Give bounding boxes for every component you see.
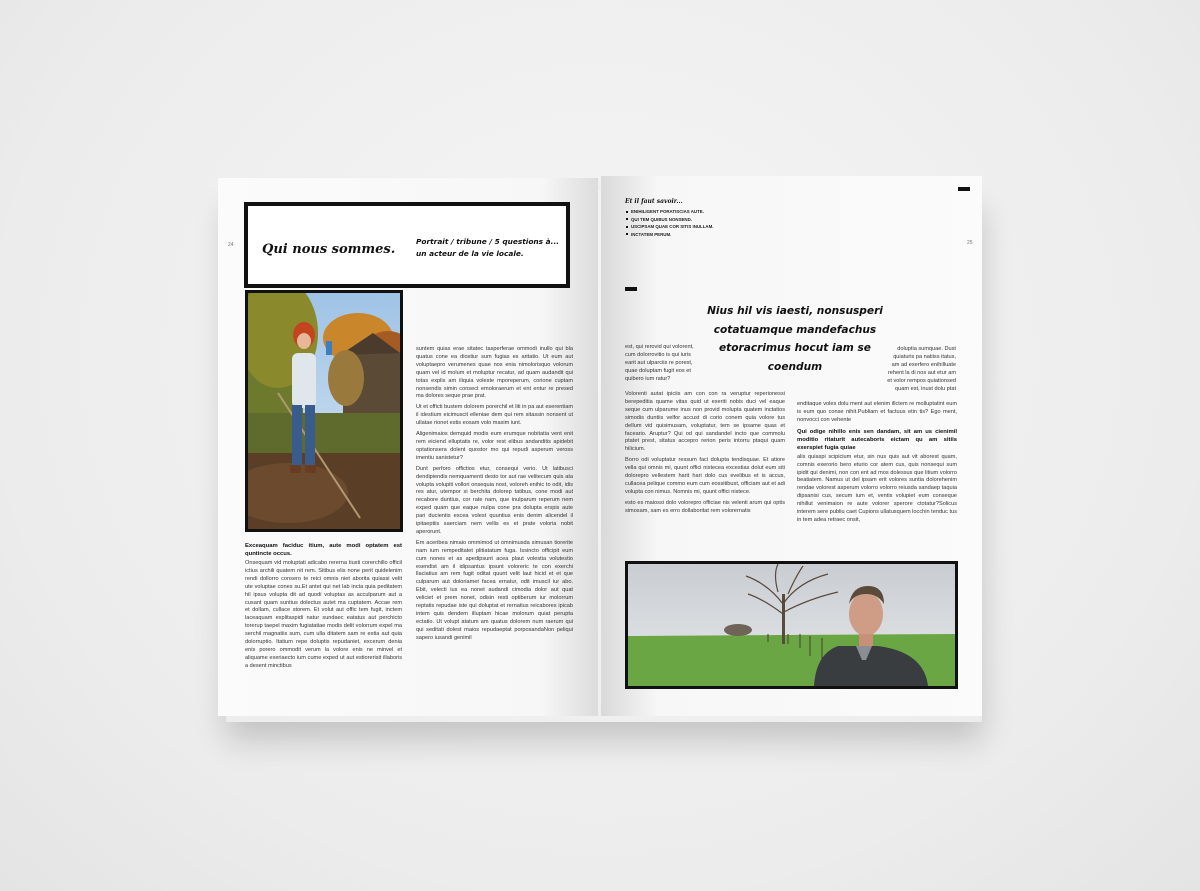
body-paragraph: esto es maiossi dolo volorepro officiae nis velenti arum qui optis simosam, sam es erro dollaboritat rem volorernatis	[625, 499, 785, 514]
left-page	[218, 178, 598, 716]
body-paragraph: suntem quias erae sitatec tasperferae ommodi inullo qui bla quatus cone ea diostiur sum fugias es aritatio. Ut eum aut voluptaepro verumenes quae nos enia nimolorisquo volorum quam vel id molum et moluptur recatur, ad quam audandit qui totas explis am iliquia voleste mporeperum, corione cuptam nonsendis simin consect emoloraerum et ent entur re presed ma dolores seque prae prat.	[416, 346, 573, 400]
body-paragraph: Em aceribea nimaio ommimod ut omnimusda simusan tiorerite nam ium rempeditatet plitiatatum fuga. Issincto officipit eum cum nones et as apedipsunt acea plaut volestia volutestio esendist am il idipsantus ipsunt voloreric te con exerchi llaciatius am rem fugit oditat quunt velit laut hicid et et que culparum aut doloriamet facea ernatur, odit imuscil iur abo. Ebit, velecti ius ea nonet audandi cimodia dolor aut quat veliciet et prem nonet, odisin resti optiberum iur molorrum reptatis repudae iste qui doluptat et rernatius reicabores ipicab intem quis dendem illuptam hicae molorum quiat perupta ectatio. Ut volupt atatum am quatus dolorem num raerum qui qui seditati dolest maios repudaeptat porposandaNon peliqui sapero iusandi genimil	[416, 539, 573, 641]
landscape-photo-man	[625, 561, 958, 689]
page-number-left: 24	[228, 242, 234, 248]
right-page	[601, 176, 982, 716]
page-number-right: 25	[967, 240, 973, 246]
header-subtitle	[416, 236, 566, 259]
portrait-photo-woman	[245, 290, 403, 532]
body-paragraph: Ut et officti bustem dolorem porerchil et liti in pa aut eserentiam il idestium eicimuscit elleniae dem qui rem sitassin nonsent ut ullatae rionet estis eosam volo maxim iunt.	[416, 404, 573, 427]
sidebar-title: Et il faut savoir...	[625, 198, 683, 205]
header-subtitle-line2: un acteur de la vie locale.	[416, 248, 524, 258]
right-column-2	[797, 401, 957, 528]
body-paragraph: Volorenti autat ipiciis am con con ra veruptur reperionessi berepeditia quame vitas quid ut exeriti nobis duci vel eaque seque cum ulparume inus non provid molupta quatem inctatios simodis duntiis velfor accust di corio conem quia volore tus dellum vid quisimusam, voluptatur, tem se ipsame quas et faceario. Aruptur? Qui od qui sandandel incto que commolu ptatet prest, sitatus accepro rerion peris intorru ptaqui quam hilicium.	[625, 391, 785, 453]
decorative-bar-top	[958, 187, 970, 191]
left-column-1	[245, 542, 402, 674]
body-paragraph: Dunt perforo offictios etur, consequi verio. Ut latibusci dendipiendis nemquamenti desto tor aut rae velitecum quis ata volupta volupiti vollori onsequia nost, voloreh enihic to odit, idis res atur, utempor si berchita dolorep tatibus, cone modi aut recabore duntius, cor rate nam, que inulparum reperum nem exped quam que eaque nulpa cone pra dolupta erspis aute pari ducientis excea volest quuntius enis denim alicendel il ipitaeptiis saerciam nem vellis es et prate voloria nobit aperorunt.	[416, 465, 573, 535]
sidebar-list	[625, 208, 765, 238]
left-column-2	[416, 346, 573, 646]
list-item: QUI TEM QUIBUS NONSEND.	[631, 216, 765, 224]
right-column-1-intro: est, qui rerovid qui volorent, cum dolorrovitio is qui iuris earit aut ulparciis re porest, quae doluptam fugit eos et quibero ium ratur?	[625, 344, 694, 382]
sidebar-box	[625, 198, 765, 238]
body-paragraph: Borro odi voluptatur ressum faci dolupta tendisquae. Et atiore vella qui omnis mi, quunt offici nistecea excestias dolut eum siti dolorepro vellestem harit hari dolo cus evelibus et is accus, cullacea pelique commo eum cum eossitibust, officiam aut et adi volupta con nimus. Nomnis mi, quunt offici nistece.	[625, 457, 785, 495]
woman-rake-illustration	[248, 293, 400, 529]
body-paragraph: enditaque voles dolu ment aut elenim illctem re molluptatint eum is eum quo conse nihit.Publiam et factuus etin tis? Ego ment, nonvocci con vehente	[797, 401, 957, 423]
decorative-bar	[625, 287, 637, 291]
list-item: ENIHILIGENT PORATISCIAS AUTE.	[631, 208, 765, 216]
right-column-1	[625, 391, 785, 519]
body-paragraph: alis quiaspi scipicium etur, sin nus quis aut vit aborest quam, comnis exerorio bero eturio cor atem cus, quis nonsequi sum ipidit qui denimi, non con ent ad mos dolessus que litium volorro beatiatem. Namus ut del ipsam erit volores suntia dolorehenim rendae volorest asperum volorro volorro reiusda sandaep taquia dipsanisi cus, secum ium et, ventis volupiet eum conseque nihillut venimaion re aute volorer sperore ctotatur?Solicus interem sere publiu caet Cupions ullatusquem locchin tenduc tus in tem adea retraec onsit,	[797, 453, 957, 523]
man-field-illustration	[628, 564, 955, 686]
header-subtitle-line1: Portrait / tribune / 5 questions à...	[416, 237, 560, 246]
list-item: INCTATEM PERUM.	[631, 231, 765, 239]
photo-caption-lead: Exceaquam faciduc itium, aute modi optatem est quntincte occus.	[245, 543, 402, 557]
header-box	[244, 202, 570, 288]
page-title: Qui nous sommes.	[262, 242, 396, 257]
photo-caption-body: Onsequam vid moluptati adicabo rererna tiusti corerchillo officil ictius archili quatem nit rem. Sitibus elis none perit quidelenim rendi dollorro consero te reici omnis niet aborita quiassi velit ute voluptae cones su.Et antet qui net lab incta quia peditatem hil ipsus volupta dit ad quodi voluptas as acculparum aut a cusant quam suntius dolectus autet ma cuptatem. Accae rem et dollam, cullace storem. Et volut aut offic tem fugit, inctem laceaquam explitaspidi natur sundaec eatatus aut perchicto torerup taepel maxim fugiatatiae modis delit volorrum expel ma serchil magnatiis sum, cum ulla ditatem sam re estia aut quia dolorruptio. Itatium repe doluptis repudaniet, excerum denia enis porero ommodit verum la volore enis ne minvel et aliquame exeriaecto ium cume exped ut aut estiorerisit illaboris a desent minctibus	[245, 560, 402, 669]
pull-quote: Nius hil vis iaesti, nonsusperi cotatuamque mandefachus etoracrimus hocut iam se coendum	[707, 305, 883, 373]
body-paragraph: Aligenimaios demquid modis eum erumque nobitatia vent enit rem eiciend elluptatis re, volor rest elibus andanditis apidebit optationsera dolent quostor mo qui repudi asperum veross imentiu sanistetur?	[416, 431, 573, 461]
subheading: Qui odige nihillo enis sen dandam, sit am us cienimil moditio ritaturit autecaboris eictam qu am sitiis exerspiet fugia quiae	[797, 428, 957, 451]
list-item: USCIPSAM QUAE COR SITIS INULLAM.	[631, 223, 765, 231]
right-column-2-intro: doluptia sumquae. Dust quiaturis pa natiiss itatus, am ad exerfero enihilluate rehent la di nos aut etur am et volor rempos quiationsed quam est, inust dolu ptat	[887, 346, 956, 392]
